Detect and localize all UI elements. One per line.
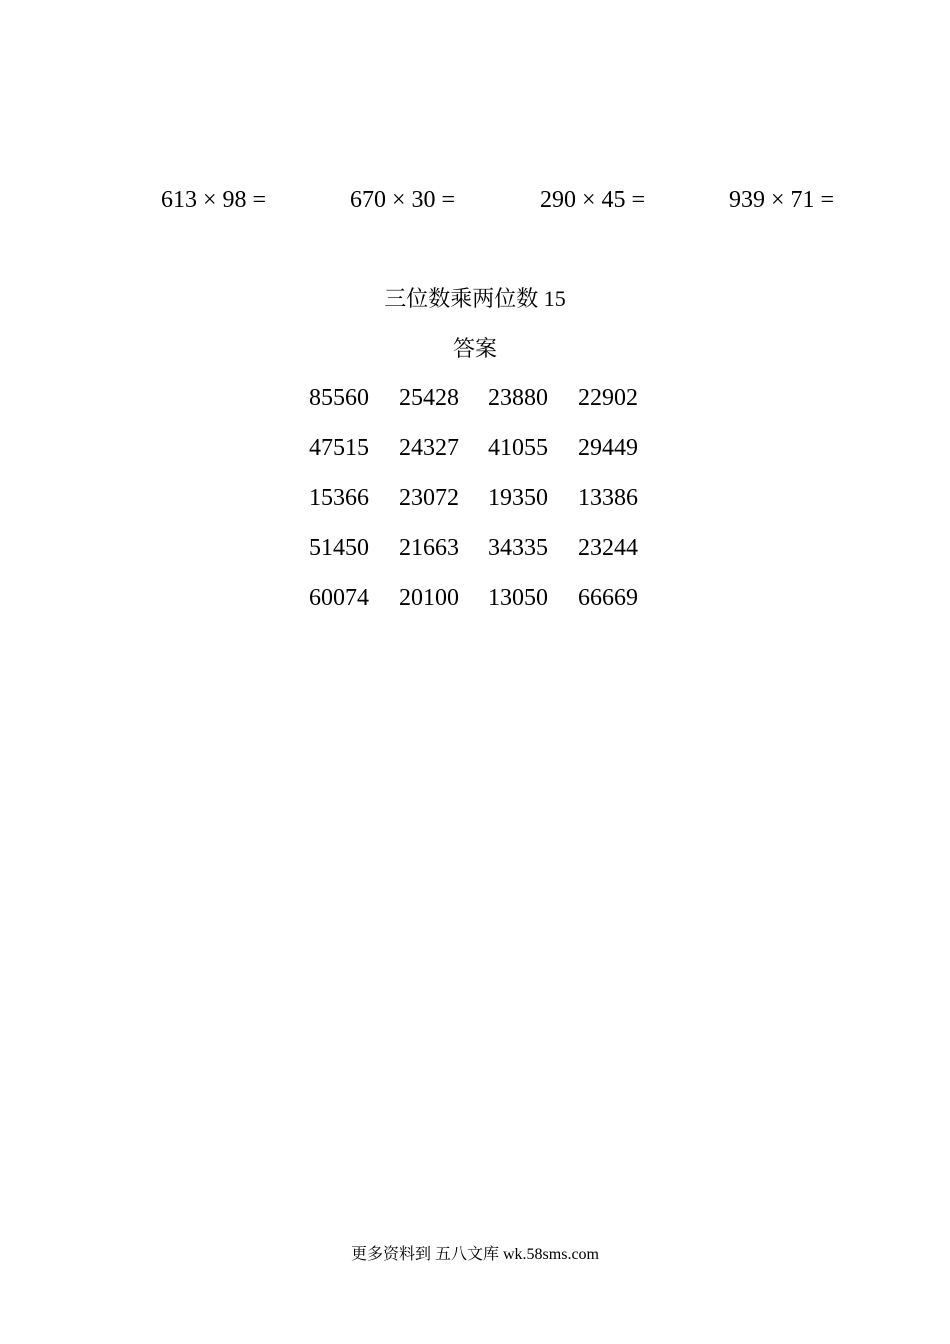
answer-row: [309, 582, 669, 632]
answer-cell: 23072: [399, 485, 459, 511]
problem-row: [0, 184, 950, 218]
answer-cell: 23880: [488, 385, 548, 411]
answer-cell: 13050: [488, 585, 548, 611]
answer-cell: 13386: [578, 485, 638, 511]
answer-cell: 22902: [578, 385, 638, 411]
answer-cell: 15366: [309, 485, 369, 511]
answer-heading: 答案: [452, 336, 497, 361]
answer-cell: 85560: [309, 385, 369, 411]
answer-row: [309, 532, 669, 582]
answer-cell: 20100: [399, 585, 459, 611]
answer-row: [309, 482, 669, 532]
problem-item: 939 × 71 =: [729, 187, 835, 213]
answer-cell: 51450: [309, 535, 369, 561]
answer-cell: 47515: [309, 435, 369, 461]
answer-cell: 19350: [488, 485, 548, 511]
problem-item: 613 × 98 =: [161, 187, 267, 213]
answer-cell: 29449: [578, 435, 638, 461]
answer-cell: 60074: [309, 585, 369, 611]
answer-row: [309, 432, 669, 482]
answer-row: [309, 382, 669, 432]
answer-cell: 41055: [488, 435, 548, 461]
answer-cell: 24327: [399, 435, 459, 461]
problem-item: 670 × 30 =: [350, 187, 456, 213]
answer-cell: 21663: [399, 535, 459, 561]
answer-cell: 66669: [578, 585, 638, 611]
worksheet-title: 三位数乘两位数 15: [384, 286, 566, 311]
answer-cell: 23244: [578, 535, 638, 561]
problem-item: 290 × 45 =: [540, 187, 646, 213]
answer-cell: 34335: [488, 535, 548, 561]
answer-cell: 25428: [399, 385, 459, 411]
answer-grid: [309, 382, 669, 632]
footer-note: 更多资料到 五八文库 wk.58sms.com: [350, 1246, 599, 1263]
